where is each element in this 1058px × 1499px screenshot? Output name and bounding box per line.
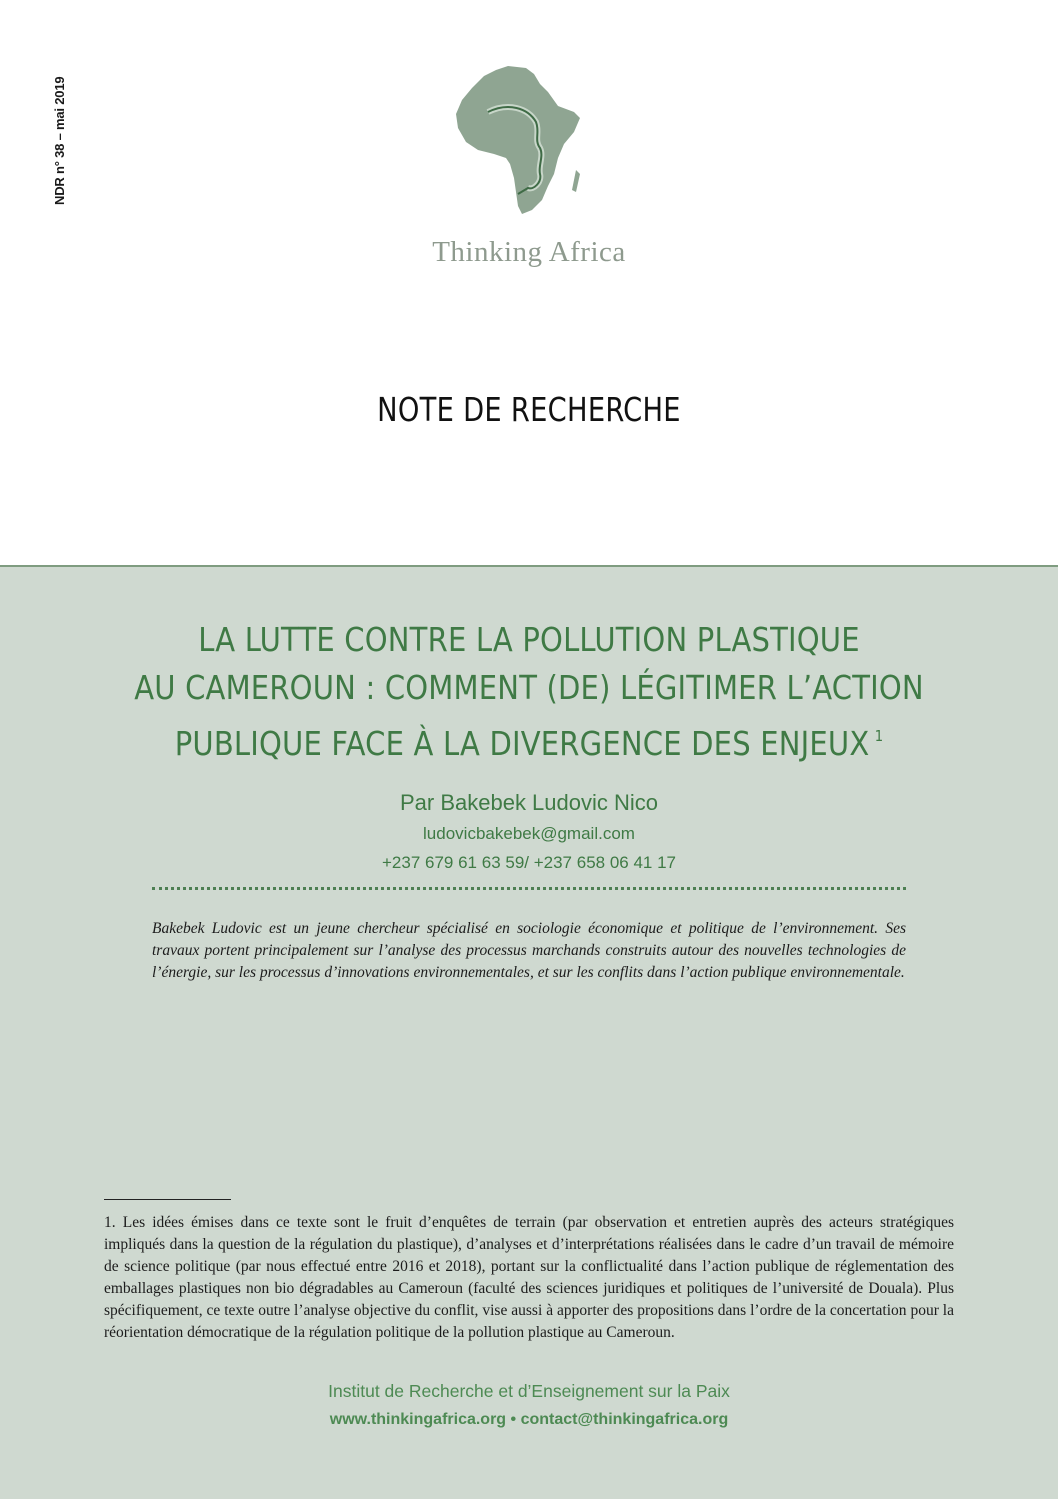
author-bio: Bakebek Ludovic est un jeune chercheur spécialisé en sociologie économique et politique de l’environnement. Ses travaux portent principalement sur l’analyse des processus marchands construits autour des nouvelles technologies de l’énergie, sur les processus d’innovations environnementales, et sur les conflits dans l’action publique environnementale. [152,920,906,981]
footnote-reference[interactable]: 1 [874,727,884,745]
document-type: NOTE DE RECHERCHE [377,390,681,429]
author-email[interactable]: ludovicbakebek@gmail.com [423,824,635,843]
author-byline: Par Bakebek Ludovic Nico [399,790,659,815]
issue-tag: NDR n° 38 – mai 2019 [52,76,67,205]
title-line-3-text: PUBLIQUE FACE À LA DIVERGENCE DES ENJEUX [174,724,870,763]
website-link[interactable]: www.thinkingafrica.org [329,1411,507,1428]
dotted-divider [152,887,906,890]
logo-wordmark: Thinking Africa [432,236,626,268]
footer-separator: • [510,1411,517,1428]
footer-links [0,1411,1058,1429]
title-line-1: LA LUTTE CONTRE LA POLLUTION PLASTIQUE [198,620,860,659]
footnote: 1. Les idées émises dans ce texte sont le fruit d’enquêtes de terrain (par observation et entretien auprès des acteurs stratégiques impliqués dans la question de la régulation du plastique), d’analyses et d’interprétations réalisées dans le cadre d’un travail de mémoire de science politique (par nous effectué entre 2016 et 2018), portant sur la conflictualité dans l’action publique de réglementation des emballages plastiques non bio dégradables au Cameroun (faculté des sciences juridiques et politiques de l’université de Douala). Plus spécifiquement, ce texte outre l’analyse objective du conflit, vise aussi à apporter des propositions dans l’ordre de la concertation pour la réorientation démocratique de la régulation politique de la pollution plastique au Cameroun. [104,1214,954,1341]
title-line-2: AU CAMEROUN : COMMENT (DE) LÉGITIMER L’ACTION [134,668,924,707]
author-phone: +237 679 61 63 59/ +237 658 06 41 17 [382,853,676,872]
contact-email-link[interactable]: contact@thinkingafrica.org [520,1411,729,1428]
institute-name: Institut de Recherche et d’Enseignement sur la Paix [328,1381,730,1401]
title-line-3 [63,712,994,768]
document-title [63,616,994,768]
africa-map-icon [448,62,588,222]
footnote-rule [104,1199,231,1200]
